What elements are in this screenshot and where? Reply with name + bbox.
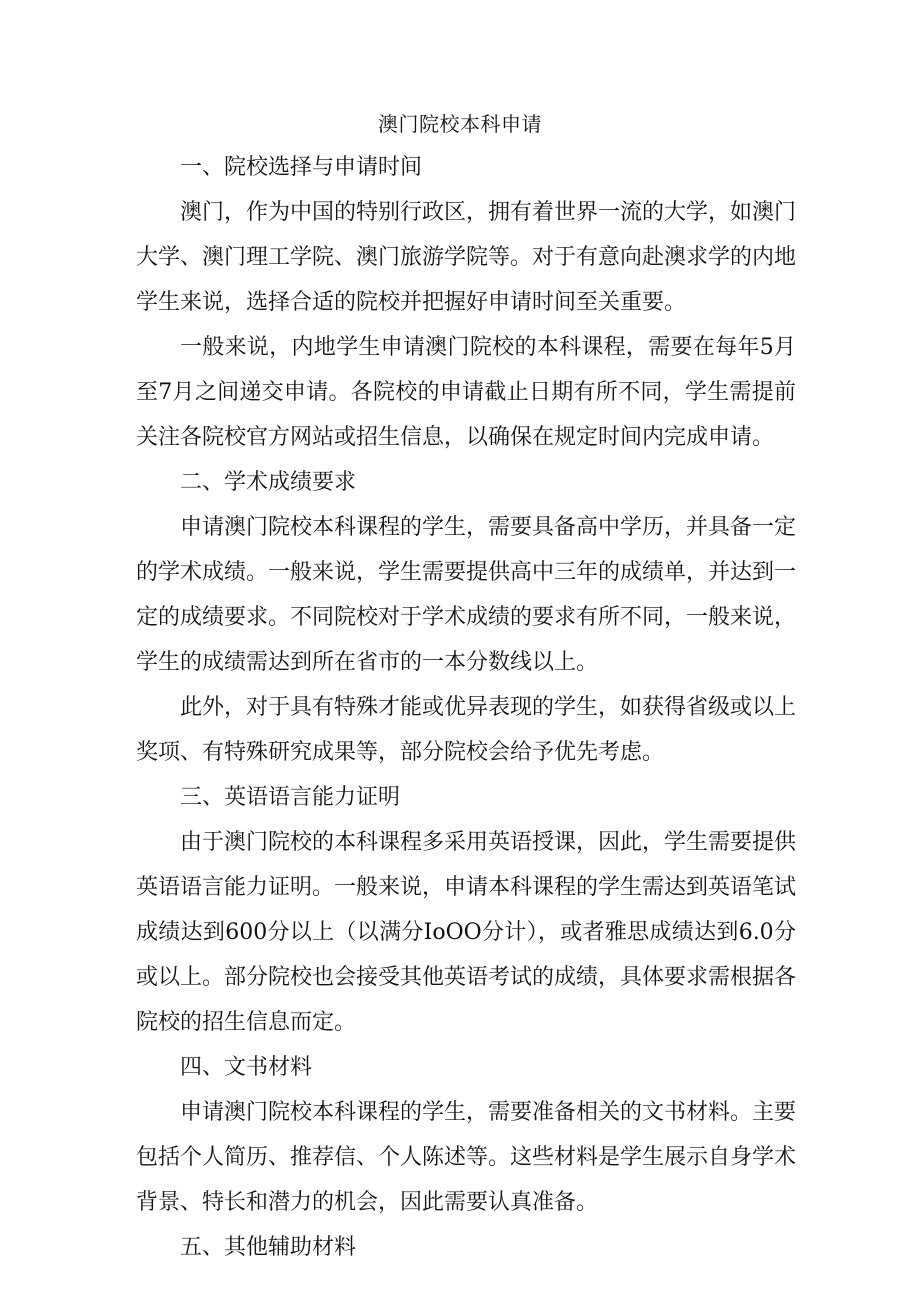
section-heading-3: 三、英语语言能力证明 xyxy=(180,785,401,810)
section-heading-5: 五、其他辅助材料 xyxy=(180,1235,357,1260)
paragraph: 此外，对于具有特殊才能或优异表现的学生，如获得省级或以上奖项、有特殊研究成果等，部分院校会给予优先考虑。 xyxy=(136,695,797,765)
document-title: 澳门院校本科申请 xyxy=(378,112,542,136)
paragraph: 申请澳门院校本科课程的学生，需要准备相关的文书材料。主要包括个人简历、推荐信、个人陈述等。这些材料是学生展示自身学术背景、特长和潜力的机会，因此需要认真准备。 xyxy=(136,1100,797,1215)
section-heading-2: 二、学术成绩要求 xyxy=(180,470,357,495)
document-body xyxy=(136,145,796,1270)
section-heading-4: 四、文书材料 xyxy=(180,1055,313,1080)
paragraph: 一般来说，内地学生申请澳门院校的本科课程，需要在每年5月至7月之间递交申请。各院校的申请截止日期有所不同，学生需提前关注各院校官方网站或招生信息，以确保在规定时间内完成申请。 xyxy=(136,335,796,450)
paragraph: 申请澳门院校本科课程的学生，需要具备高中学历，并具备一定的学术成绩。一般来说，学生需要提供高中三年的成绩单，并达到一定的成绩要求。不同院校对于学术成绩的要求有所不同，一般来说，学生的成绩需达到所在省市的一本分数线以上。 xyxy=(136,515,797,675)
section-heading-1: 一、院校选择与申请时间 xyxy=(180,155,423,180)
paragraph: 澳门，作为中国的特别行政区，拥有着世界一流的大学，如澳门大学、澳门理工学院、澳门旅游学院等。对于有意向赴澳求学的内地学生来说，选择合适的院校并把握好申请时间至关重要。 xyxy=(136,200,797,315)
paragraph: 由于澳门院校的本科课程多采用英语授课，因此，学生需要提供英语语言能力证明。一般来说，申请本科课程的学生需达到英语笔试成绩达到600分以上（以满分IoOO分计），或者雅思成绩达到6.0分或以上。部分院校也会接受其他英语考试的成绩，具体要求需根据各院校的招生信息而定。 xyxy=(136,830,797,1035)
